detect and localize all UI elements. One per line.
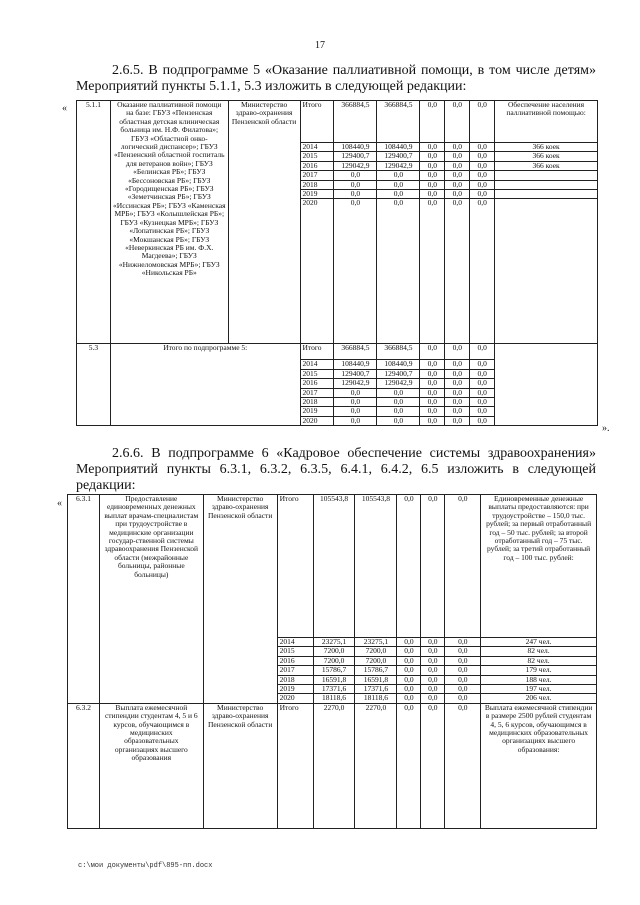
value-cell: 0,0 [420, 180, 445, 189]
value-cell: 15786,7 [355, 666, 397, 675]
item-name: Предоставление единовременных денежных выплат врачам-специалистам при трудоустройстве в медицинские организации государ-ственной системы здравоохранения Пензенской области (межрайонные больницы, районные больницы) [99, 495, 203, 704]
value-cell: 0,0 [377, 171, 420, 180]
result-cell: 82 чел. [481, 647, 597, 656]
value-cell: 0,0 [445, 171, 470, 180]
result-cell: Обеспечение населения паллиативной помощью: [495, 101, 598, 143]
value-cell: 0,0 [397, 647, 421, 656]
value-cell: 129042,9 [377, 379, 420, 388]
value-cell: 0,0 [420, 152, 445, 161]
year-cell: 2019 [300, 190, 334, 199]
value-cell: 0,0 [420, 416, 445, 425]
value-cell: 0,0 [445, 101, 470, 143]
value-cell: 18118,6 [313, 694, 355, 703]
value-cell: 366884,5 [377, 101, 420, 143]
item-number: 5.1.1 [77, 101, 111, 344]
value-cell: 108440,9 [334, 360, 377, 369]
value-cell: 0,0 [445, 344, 470, 360]
result-cell: 366 коек [495, 161, 598, 170]
result-cell: 366 коек [495, 152, 598, 161]
value-cell: 0,0 [397, 675, 421, 684]
table-row [68, 703, 597, 828]
value-cell: 16591,8 [355, 675, 397, 684]
value-cell: 0,0 [377, 416, 420, 425]
value-cell: 23275,1 [313, 638, 355, 647]
item-executor: Министерство здраво-охранения Пензенской области [203, 703, 277, 828]
value-cell: 0,0 [421, 694, 445, 703]
year-cell: 2017 [300, 388, 334, 397]
value-cell: 0,0 [445, 199, 470, 344]
year-cell: Итого [277, 495, 313, 638]
value-cell: 0,0 [445, 369, 470, 378]
value-cell: 0,0 [377, 398, 420, 407]
item-number: 6.3.2 [68, 703, 100, 828]
value-cell: 0,0 [397, 666, 421, 675]
value-cell: 23275,1 [355, 638, 397, 647]
value-cell: 7200,0 [355, 656, 397, 665]
year-cell: 2020 [300, 416, 334, 425]
year-cell: 2017 [277, 666, 313, 675]
result-cell: 82 чел. [481, 656, 597, 665]
value-cell: 0,0 [445, 360, 470, 369]
value-cell: 129400,7 [377, 369, 420, 378]
value-cell: 129400,7 [377, 152, 420, 161]
value-cell: 129042,9 [334, 379, 377, 388]
value-cell: 129042,9 [377, 161, 420, 170]
year-cell: 2018 [300, 180, 334, 189]
value-cell: 0,0 [420, 369, 445, 378]
value-cell: 0,0 [420, 143, 445, 152]
value-cell: 0,0 [377, 199, 420, 344]
value-cell: 0,0 [445, 143, 470, 152]
item-name: Итого по подпрограмме 5: [110, 344, 300, 426]
year-cell: 2017 [300, 171, 334, 180]
value-cell: 0,0 [470, 180, 495, 189]
table-row [77, 344, 598, 360]
year-cell: 2016 [277, 656, 313, 665]
value-cell: 17371,6 [313, 685, 355, 694]
result-cell: 179 чел. [481, 666, 597, 675]
value-cell: 0,0 [445, 685, 481, 694]
value-cell: 0,0 [397, 694, 421, 703]
value-cell: 0,0 [377, 190, 420, 199]
year-cell: 2019 [277, 685, 313, 694]
value-cell: 0,0 [445, 161, 470, 170]
value-cell: 0,0 [377, 388, 420, 397]
value-cell: 108440,9 [377, 143, 420, 152]
value-cell: 0,0 [397, 685, 421, 694]
year-cell: 2016 [300, 161, 334, 170]
value-cell: 0,0 [420, 344, 445, 360]
year-cell: 2018 [300, 398, 334, 407]
result-cell: 366 коек [495, 143, 598, 152]
year-cell: Итого [300, 344, 334, 360]
value-cell: 7200,0 [313, 656, 355, 665]
value-cell: 0,0 [470, 143, 495, 152]
open-quote-2: « [57, 498, 62, 509]
year-cell: 2015 [300, 369, 334, 378]
value-cell: 0,0 [470, 416, 495, 425]
value-cell: 0,0 [470, 360, 495, 369]
year-cell: 2014 [300, 360, 334, 369]
value-cell: 0,0 [470, 344, 495, 360]
value-cell: 17371,6 [355, 685, 397, 694]
value-cell: 7200,0 [355, 647, 397, 656]
value-cell: 0,0 [445, 398, 470, 407]
value-cell: 0,0 [377, 407, 420, 416]
value-cell: 105543,8 [355, 495, 397, 638]
value-cell: 0,0 [445, 638, 481, 647]
value-cell: 0,0 [470, 398, 495, 407]
result-cell: 188 чел. [481, 675, 597, 684]
value-cell: 0,0 [420, 360, 445, 369]
paragraph-2-6-6-text: 2.6.6. В подпрограмме 6 «Кадровое обеспечение системы здравоохранения» Мероприятий пункты 6.3.1, 6.3.2, 6.3.5, 6.4.1, 6.4.2, 6.5 изложить в следующей редакции: [76, 446, 596, 493]
item-name: Выплата ежемесячной стипендии студентам 4, 5 и 6 курсов, обучающимся в медицинских образовательных организациях высшего образования [99, 703, 203, 828]
year-cell: Итого [300, 101, 334, 143]
value-cell: 0,0 [377, 180, 420, 189]
result-cell [495, 199, 598, 344]
value-cell: 0,0 [421, 666, 445, 675]
value-cell: 0,0 [470, 369, 495, 378]
value-cell: 0,0 [470, 379, 495, 388]
value-cell: 108440,9 [334, 143, 377, 152]
value-cell: 0,0 [470, 190, 495, 199]
value-cell: 0,0 [420, 190, 445, 199]
year-cell: 2015 [277, 647, 313, 656]
year-cell: 2014 [277, 638, 313, 647]
value-cell: 0,0 [445, 656, 481, 665]
paragraph-2-6-6 [76, 446, 596, 494]
value-cell: 7200,0 [313, 647, 355, 656]
item-name: Оказание паллиативной помощи на базе: ГБУЗ «Пензенская областная детская клиническая больница им. Н.Ф. Филатова»; ГБУЗ «Областной онко-логический диспансер»; ГБУЗ «Пензенский областной госпиталь для ветеранов войн»; ГБУЗ «Белинская РБ»; ГБУЗ «Бессоновская РБ»; ГБУЗ «Городищенская РБ»; ГБУЗ «Земетчинская РБ»; ГБУЗ «Иссинская РБ»; ГБУЗ «Каменская МРБ»; ГБУЗ «Колышлейская РБ»; ГБУЗ «Кузнецкая МРБ»; ГБУЗ «Лопатинская РБ»; ГБУЗ «Мокшанская РБ»; ГБУЗ «Неверкинская РБ им. Ф.Х. Магдеева»; ГБУЗ «Нижнеломовская МРБ»; ГБУЗ «Никольская РБ» [110, 101, 228, 344]
value-cell: 0,0 [421, 703, 445, 828]
value-cell: 18118,6 [355, 694, 397, 703]
value-cell: 105543,8 [313, 495, 355, 638]
year-cell: 2020 [300, 199, 334, 344]
value-cell: 0,0 [445, 190, 470, 199]
value-cell: 0,0 [470, 152, 495, 161]
value-cell: 0,0 [421, 495, 445, 638]
value-cell: 0,0 [445, 703, 481, 828]
year-cell: 2019 [300, 407, 334, 416]
value-cell: 0,0 [334, 171, 377, 180]
value-cell: 366884,5 [334, 344, 377, 360]
year-cell: 2014 [300, 143, 334, 152]
year-cell: Итого [277, 703, 313, 828]
value-cell: 0,0 [420, 161, 445, 170]
open-quote-1: « [62, 103, 67, 114]
value-cell: 0,0 [420, 171, 445, 180]
value-cell: 0,0 [420, 388, 445, 397]
value-cell: 0,0 [421, 638, 445, 647]
value-cell: 0,0 [334, 180, 377, 189]
value-cell: 0,0 [445, 180, 470, 189]
value-cell: 0,0 [470, 407, 495, 416]
year-cell: 2018 [277, 675, 313, 684]
result-cell: 206 чел. [481, 694, 597, 703]
item-number: 6.3.1 [68, 495, 100, 704]
value-cell: 0,0 [421, 656, 445, 665]
value-cell: 0,0 [334, 416, 377, 425]
value-cell: 0,0 [445, 675, 481, 684]
value-cell: 0,0 [445, 379, 470, 388]
value-cell: 0,0 [420, 407, 445, 416]
result-cell: Единовременные денежные выплаты предоставляются: при трудоустройстве – 150,0 тыс. рублей; за первый отработанный год – 50 тыс. рублей; за второй отработанный год – 75 тыс. рублей; за третий отработанный год – 100 тыс. рублей: [481, 495, 597, 638]
value-cell: 0,0 [397, 656, 421, 665]
value-cell: 0,0 [421, 685, 445, 694]
value-cell: 0,0 [445, 152, 470, 161]
value-cell: 0,0 [397, 703, 421, 828]
file-path-footer: c:\мои документы\pdf\895-пп.docx [78, 862, 213, 870]
table-row [68, 495, 597, 638]
table-subprogram-5 [76, 100, 598, 426]
value-cell: 0,0 [420, 199, 445, 344]
year-cell: 2020 [277, 694, 313, 703]
value-cell: 0,0 [445, 495, 481, 638]
value-cell: 366884,5 [334, 101, 377, 143]
result-cell [495, 190, 598, 199]
paragraph-2-6-5-text: 2.6.5. В подпрограмме 5 «Оказание паллиативной помощи, в том числе детям» Мероприятий пункты 5.1.1, 5.3 изложить в следующей редакции: [76, 63, 596, 94]
value-cell: 0,0 [470, 161, 495, 170]
year-cell: 2016 [300, 379, 334, 388]
table-row [77, 101, 598, 143]
value-cell: 0,0 [334, 398, 377, 407]
value-cell: 129042,9 [334, 161, 377, 170]
value-cell: 0,0 [334, 388, 377, 397]
value-cell: 0,0 [397, 638, 421, 647]
value-cell: 16591,8 [313, 675, 355, 684]
result-cell: 247 чел. [481, 638, 597, 647]
item-number: 5.3 [77, 344, 111, 426]
value-cell: 0,0 [334, 199, 377, 344]
value-cell: 129400,7 [334, 369, 377, 378]
value-cell: 0,0 [420, 379, 445, 388]
value-cell: 129400,7 [334, 152, 377, 161]
value-cell: 0,0 [470, 388, 495, 397]
value-cell: 0,0 [397, 495, 421, 638]
value-cell: 0,0 [421, 675, 445, 684]
value-cell: 0,0 [470, 101, 495, 143]
item-executor: Министерство здраво-охранения Пензенской области [228, 101, 300, 344]
value-cell: 0,0 [445, 388, 470, 397]
result-cell [495, 344, 598, 426]
item-executor: Министерство здраво-охранения Пензенской области [203, 495, 277, 704]
value-cell: 0,0 [445, 407, 470, 416]
year-cell: 2015 [300, 152, 334, 161]
value-cell: 0,0 [470, 171, 495, 180]
value-cell: 0,0 [470, 199, 495, 344]
value-cell: 0,0 [334, 190, 377, 199]
table-subprogram-6 [67, 494, 597, 829]
value-cell: 366884,5 [377, 344, 420, 360]
result-cell [495, 180, 598, 189]
value-cell: 0,0 [445, 694, 481, 703]
value-cell: 0,0 [334, 407, 377, 416]
result-cell: 197 чел. [481, 685, 597, 694]
close-quote-1: ». [602, 423, 610, 434]
value-cell: 0,0 [421, 647, 445, 656]
value-cell: 0,0 [420, 398, 445, 407]
result-cell [495, 171, 598, 180]
value-cell: 0,0 [420, 101, 445, 143]
paragraph-2-6-5 [76, 63, 596, 95]
value-cell: 2270,0 [355, 703, 397, 828]
value-cell: 0,0 [445, 666, 481, 675]
page-number: 17 [315, 40, 325, 51]
value-cell: 0,0 [445, 647, 481, 656]
value-cell: 15786,7 [313, 666, 355, 675]
value-cell: 2270,0 [313, 703, 355, 828]
value-cell: 108440,9 [377, 360, 420, 369]
result-cell: Выплата ежемесячной стипендии в размере 2500 рублей студентам 4, 5, 6 курсов, обучающимся в медицинских образовательных организациях высшего образования: [481, 703, 597, 828]
value-cell: 0,0 [445, 416, 470, 425]
